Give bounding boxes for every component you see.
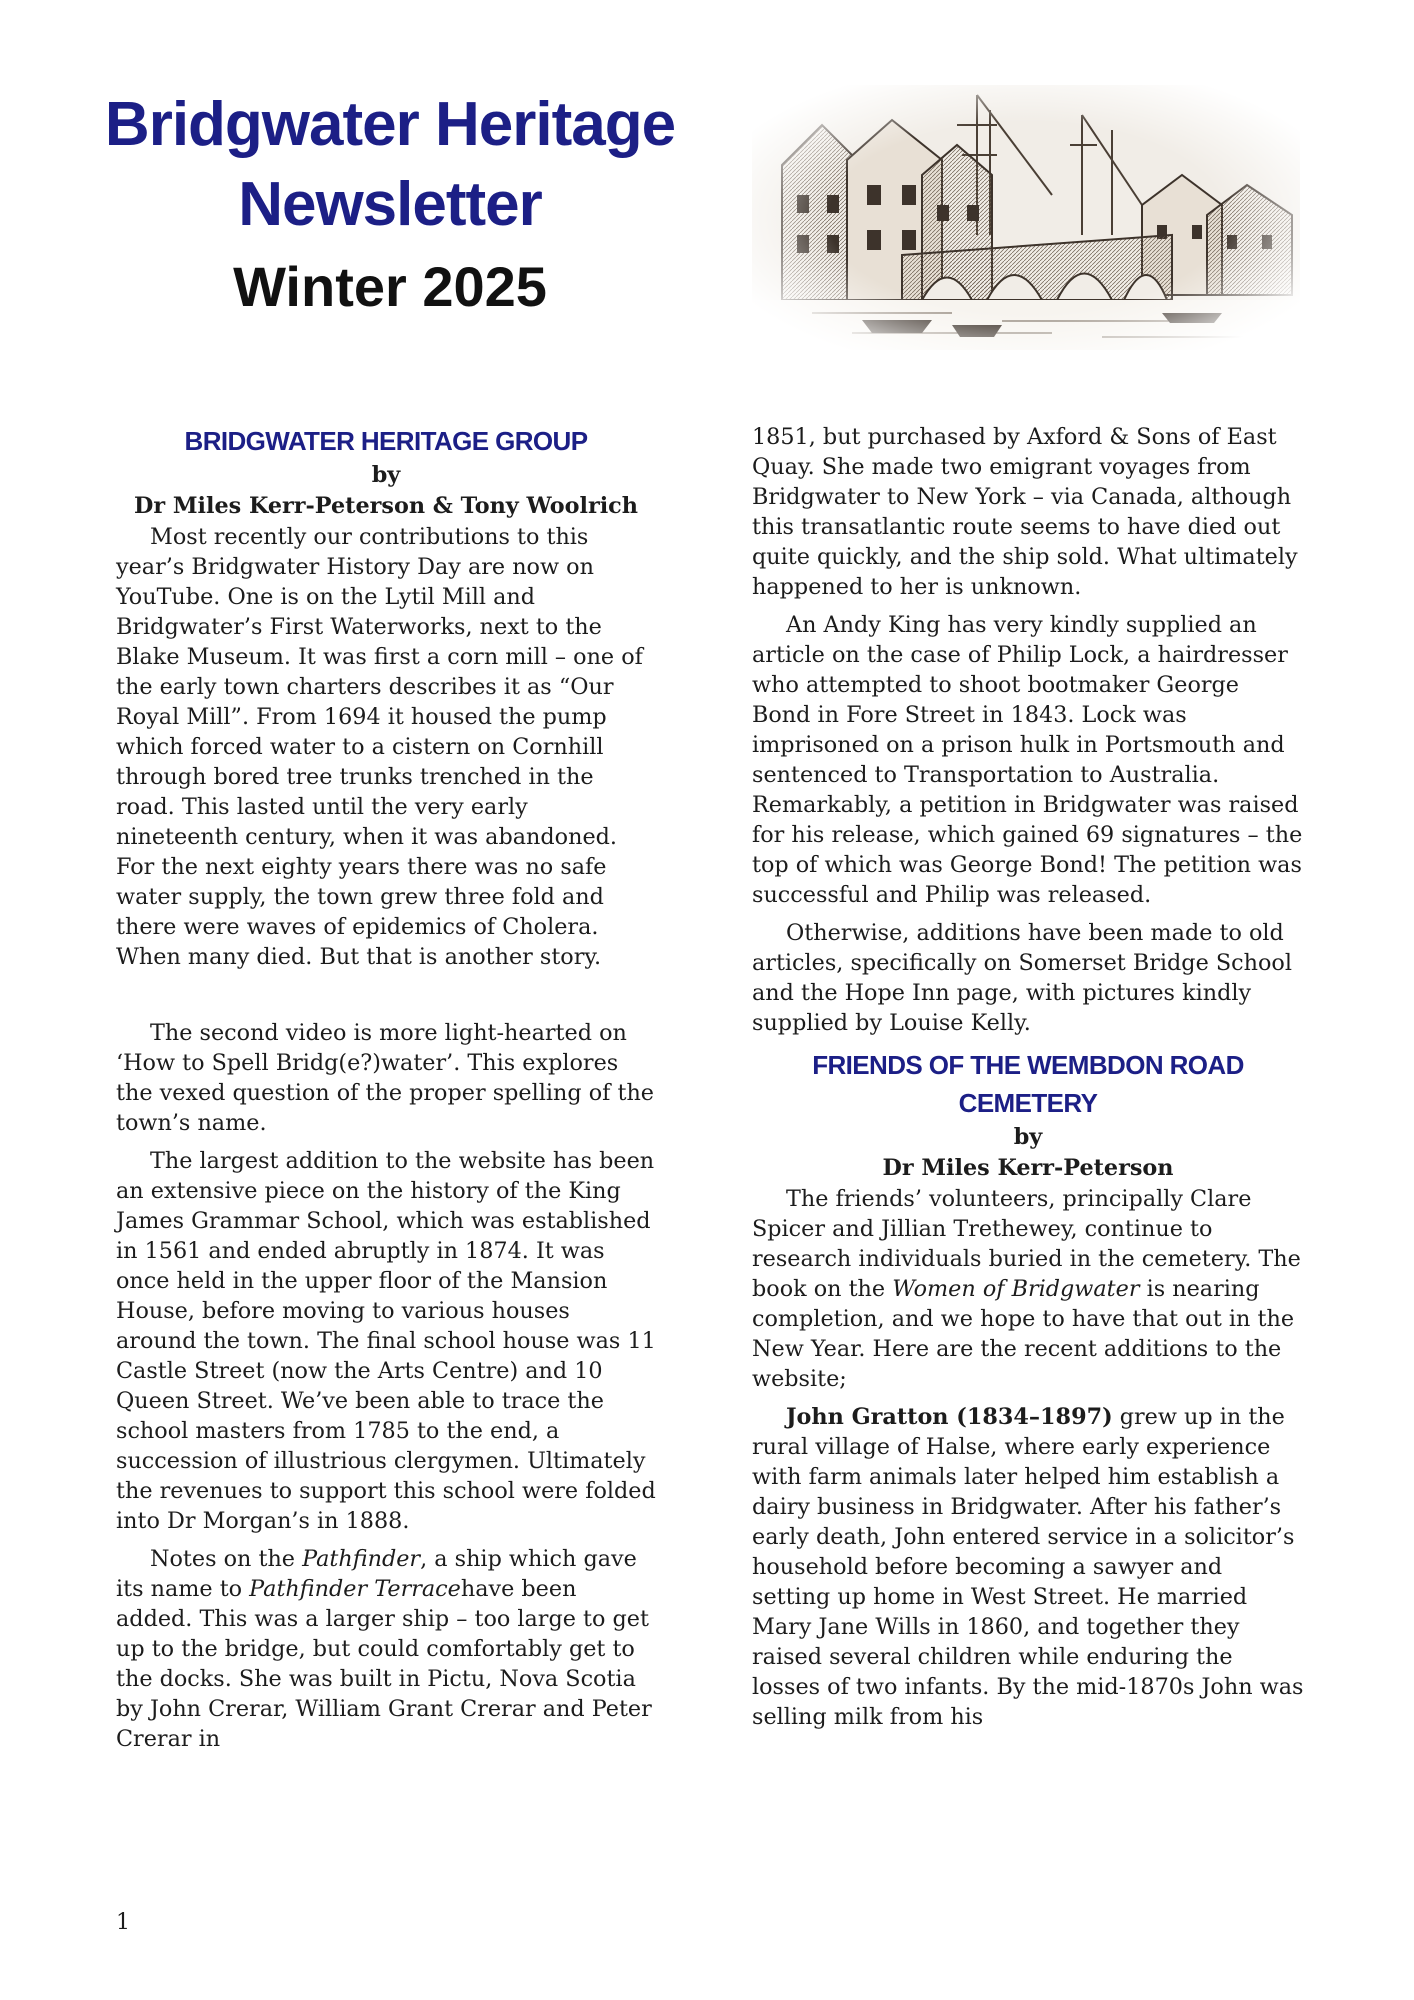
paragraph-pathfinder: Notes on the Pathfinder, a ship which gave its name to Pathfinder Terracehave been added. This was a larger ship – too large to get up to the bridge, but could comfortably get to the docks. She was built in Pictu, Nova Scotia by John Crerar, William Grant Crerar and Peter Crerar in: [116, 1546, 652, 1752]
newsletter-title-line-2: Newsletter: [238, 170, 542, 239]
byline-by: by: [1013, 1124, 1043, 1150]
italic-book-title: Women of Bridgwater: [892, 1276, 1140, 1302]
paragraph-pathfinder-continued: 1851, but purchased by Axford & Sons of East Quay. She made two emigrant voyages from Bridgwater to New York – via Canada, although this transatlantic route seems to have died out quite quickly, and the ship sold. What ultimately happened to her is unknown.: [752, 424, 1298, 600]
pathfinder-continued-left: have been added. This was a larger ship – too large to get up to the bridge, but could comfortably get to the docks. She was built in Pictu, Nova Scotia by John Crerar, William Grant Crerar and Peter Crerar in: [116, 1576, 652, 1752]
paragraph: The second video is more light-hearted on ‘How to Spell Bridg(e?)water’. This explores the vexed question of the proper spelling of the town’s name.: [116, 1020, 654, 1136]
bridgwater-town-bridge-engraving: [752, 85, 1300, 350]
paragraph: An Andy King has very kindly supplied an article on the case of Philip Lock, a hairdresser who attempted to shoot bootmaker George Bond in Fore Street in 1843. Lock was imprisoned on a prison hulk in Portsmouth and sentenced to Transportation to Australia. Remarkably, a petition in Bridgwater was raised for his release, which gained 69 signatures – the top of which was George Bond! The petition was successful and Philip was released.: [752, 612, 1303, 908]
italic-ship-name: Pathfinder: [302, 1546, 421, 1572]
italic-terrace-name: Pathfinder Terrace: [249, 1576, 461, 1602]
right-column: [752, 422, 1304, 1740]
paragraph: The largest addition to the website has been an extensive piece on the history of the King James Grammar School, which was established in 1561 and ended abruptly in 1874. It was once held in the upper floor of the Mansion House, before moving to various houses around the town. The final school house was 11 Castle Street (now the Arts Centre) and 10 Queen Street. We’ve been able to trace the school masters from 1785 to the end, a succession of illustrious clergymen. Ultimately the revenues to support this school were folded into Dr Morgan’s in 1888.: [116, 1148, 656, 1534]
byline-by: by: [371, 462, 401, 488]
byline-author: Dr Miles Kerr-Peterson: [882, 1155, 1174, 1181]
paragraph-john-gratton: John Gratton (1834–1897) grew up in the rural village of Halse, where early experience with farm animals later helped him establish a dairy business in Bridgwater. After his father’s early death, John entered service in a solicitor’s household before becoming a sawyer and setting up home in West Street. He married Mary Jane Wills in 1860, and together they raised several children while enduring the losses of two infants. By the mid-1870s John was selling milk from his: [752, 1404, 1304, 1730]
byline-authors: Dr Miles Kerr-Peterson & Tony Woolrich: [134, 493, 638, 519]
masthead: [80, 85, 700, 327]
newsletter-title-line-1: Bridgwater Heritage: [104, 90, 676, 159]
section-heading-heritage-group: BRIDGWATER HERITAGE GROUP: [184, 426, 588, 456]
paragraph: Most recently our contributions to this year’s Bridgwater History Day are now on YouTube. One is on the Lytil Mill and Bridgwater’s First Waterworks, next to the Blake Museum. It was first a corn mill – one of the early town charters describes it as “Our Royal Mill”. From 1694 it housed the pump which forced water to a cistern on Cornhill through bored tree trunks trenched in the road. This lasted until the very early nineteenth century, when it was abandoned. For the next eighty years there was no safe water supply, the town grew three fold and there were waves of epidemics of Cholera. When many died. But that is another story.: [116, 524, 643, 970]
section-heading-wembdon-line-1: FRIENDS OF THE WEMBDON ROAD: [812, 1050, 1244, 1080]
issue-label: Winter 2025: [233, 255, 547, 318]
paragraph-friends: The friends’ volunteers, principally Clare Spicer and Jillian Trethewey, continue to research individuals buried in the cemetery. The book on the Women of Bridgwater is nearing completion, and we hope to have that out in the New Year. Here are the recent additions to the website;: [752, 1186, 1301, 1392]
paragraph: Otherwise, additions have been made to old articles, specifically on Somerset Bridge School and the Hope Inn page, with pictures kindly supplied by Louise Kelly.: [752, 920, 1292, 1036]
left-column: [116, 422, 656, 1762]
bold-person-name: John Gratton (1834–1897): [786, 1404, 1113, 1430]
page-number: 1: [116, 1910, 130, 1935]
section-heading-wembdon-line-2: CEMETERY: [958, 1088, 1098, 1118]
